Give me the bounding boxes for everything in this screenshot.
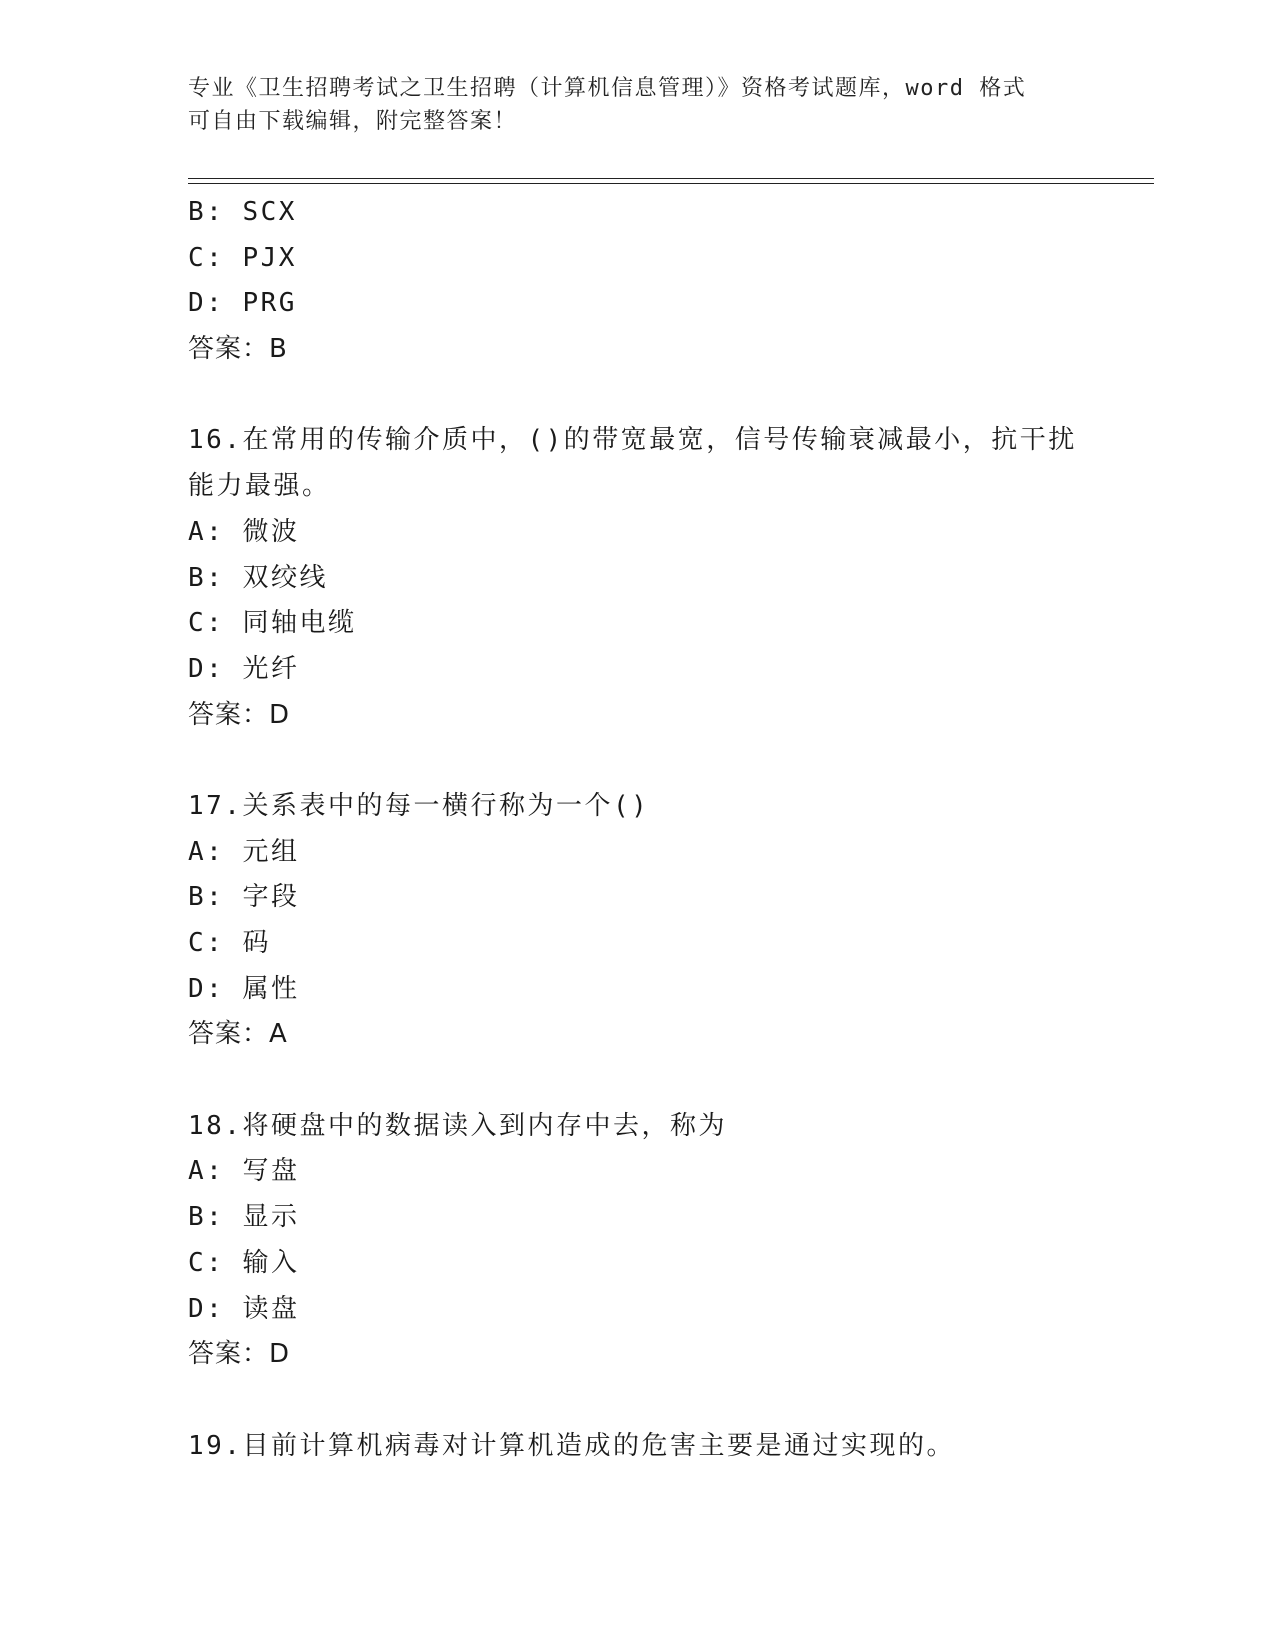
spacer bbox=[188, 738, 1088, 784]
question-text: 19.目前计算机病毒对计算机造成的危害主要是通过实现的。 bbox=[188, 1430, 955, 1461]
answer-line: 答案：A bbox=[188, 1019, 288, 1050]
question-text: 能力最强。 bbox=[188, 471, 331, 502]
question-17 bbox=[188, 784, 1088, 1058]
header-divider-top bbox=[188, 178, 1154, 179]
spacer bbox=[188, 1378, 1088, 1424]
option-d: D: 光纤 bbox=[188, 653, 300, 684]
option-d: D: 属性 bbox=[188, 973, 300, 1004]
option-c: C: 同轴电缆 bbox=[188, 608, 357, 639]
option-c: C: 码 bbox=[188, 928, 271, 958]
question-19 bbox=[188, 1424, 1088, 1470]
option-b: B: SCX bbox=[188, 197, 297, 227]
header-line-1: 专业《卫生招聘考试之卫生招聘（计算机信息管理）》资格考试题库，word 格式 bbox=[188, 76, 1027, 101]
question-15-continued bbox=[188, 190, 1088, 373]
question-16 bbox=[188, 418, 1088, 738]
answer-line: 答案：B bbox=[188, 334, 288, 365]
option-d: D: 读盘 bbox=[188, 1293, 300, 1324]
option-a: A: 微波 bbox=[188, 516, 300, 547]
question-18 bbox=[188, 1104, 1088, 1378]
option-a: A: 写盘 bbox=[188, 1156, 300, 1187]
option-d: D: PRG bbox=[188, 288, 297, 319]
question-content bbox=[188, 190, 1088, 1469]
spacer bbox=[188, 373, 1088, 419]
option-b: B: 显示 bbox=[188, 1202, 300, 1233]
question-text: 18.将硬盘中的数据读入到内存中去，称为 bbox=[188, 1110, 727, 1141]
document-header bbox=[188, 72, 1088, 138]
option-c: C: 输入 bbox=[188, 1247, 300, 1278]
option-c: C: PJX bbox=[188, 242, 297, 273]
spacer bbox=[188, 1058, 1088, 1104]
header-line-2: 可自由下载编辑，附完整答案！ bbox=[188, 109, 518, 134]
option-b: B: 双绞线 bbox=[188, 562, 328, 593]
question-text: 16.在常用的传输介质中，()的带宽最宽，信号传输衰减最小，抗干扰 bbox=[188, 425, 1077, 456]
header-divider-bottom bbox=[188, 183, 1154, 184]
answer-line: 答案：D bbox=[188, 1339, 291, 1370]
answer-line: 答案：D bbox=[188, 699, 291, 730]
question-text: 17.关系表中的每一横行称为一个() bbox=[188, 790, 650, 821]
option-a: A: 元组 bbox=[188, 836, 300, 867]
option-b: B: 字段 bbox=[188, 882, 300, 913]
